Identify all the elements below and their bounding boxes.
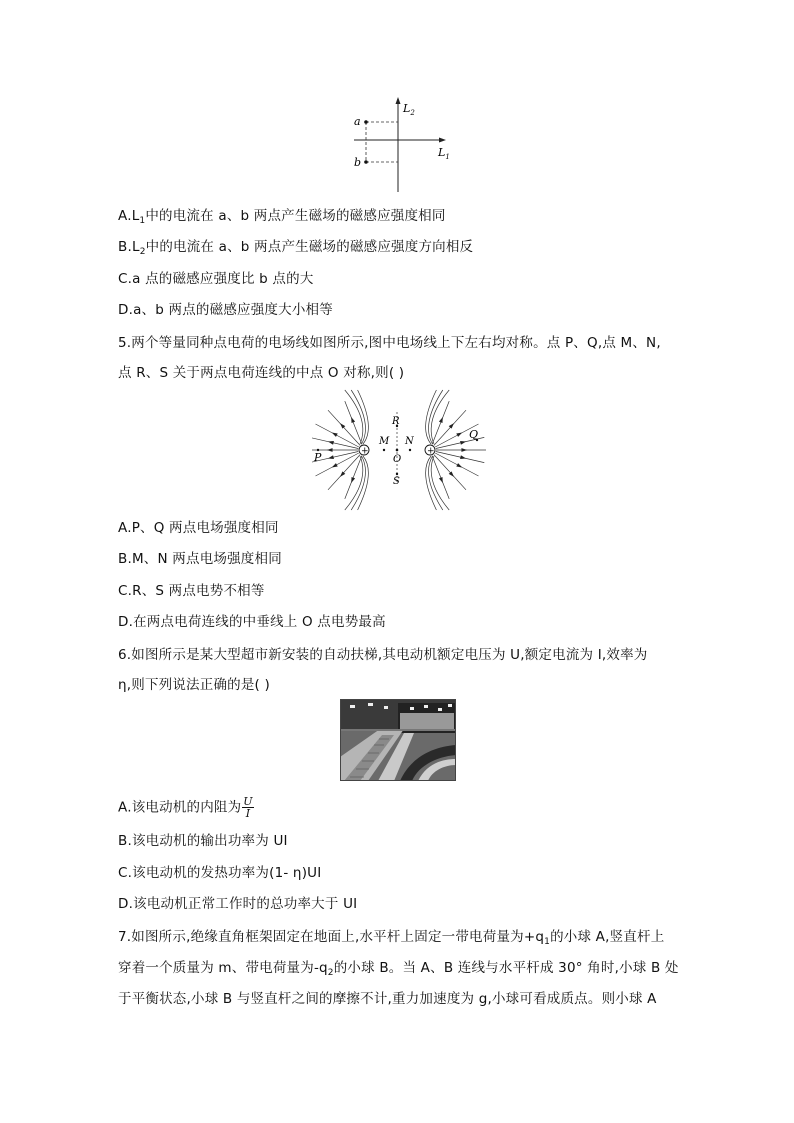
plus-left: + xyxy=(361,446,369,457)
q5-stem-line1: 5.两个等量同种点电荷的电场线如图所示,图中电场线上下左右均对称。点 P、Q,点 M、N, xyxy=(118,335,661,351)
q5-option-d: D.在两点电荷连线的中垂线上 O 点电势最高 xyxy=(118,614,386,630)
label-L2-sub: 2 xyxy=(410,109,415,117)
q4-option-d: D.a、b 两点的磁感应强度大小相等 xyxy=(118,302,333,318)
plus-right: + xyxy=(427,446,435,457)
label-O: O xyxy=(393,454,402,465)
q4-option-a: $A.L_1$中的电流在 a、b 两点产生磁场的磁感应强度相同 xyxy=(118,208,446,226)
label-Q: Q xyxy=(469,428,479,441)
q4-option-b: $B.L_2$中的电流在 a、b 两点产生磁场的磁感应强度方向相反 xyxy=(118,239,474,257)
label-b: b xyxy=(354,156,362,169)
label-L2: L xyxy=(403,102,411,115)
field-lines-figure xyxy=(312,388,494,512)
q5-option-a: A.P、Q 两点电场强度相同 xyxy=(118,520,279,536)
fraction-U-over-I: $\frac{U}{I}$ xyxy=(243,795,253,820)
svg-text:L2 xyxy=(402,102,415,117)
label-P: P xyxy=(314,451,322,464)
q5-stem-line2: 点 R、S 关于两点电荷连线的中点 O 对称,则( ) xyxy=(118,365,405,381)
point-b xyxy=(364,160,368,164)
q4-option-c: C.a 点的磁感应强度比 b 点的大 xyxy=(118,271,314,287)
q7-stem-line3: 于平衡状态,小球 B 与竖直杆之间的摩擦不计,重力加速度为 g,小球可看成质点。则小球 A xyxy=(118,991,657,1007)
q6-stem-line1: 6.如图所示是某大型超市新安装的自动扶梯,其电动机额定电压为 U,额定电流为 I,效率为 xyxy=(118,647,648,663)
point-a xyxy=(364,120,368,124)
q6-option-d: D.该电动机正常工作时的总功率大于 UI xyxy=(118,896,358,912)
wires-figure xyxy=(350,96,460,196)
q5-option-b: B.M、N 两点电场强度相同 xyxy=(118,551,282,567)
q6-option-a: A.该电动机的内阻为 $\frac{U}{I}$ xyxy=(118,795,253,820)
label-N: N xyxy=(405,436,414,447)
q5-option-c: C.R、S 两点电势不相等 xyxy=(118,583,265,599)
q6-option-c: C.该电动机的发热功率为(1- η)UI xyxy=(118,865,322,881)
q7-stem-line1: 7.如图所示,绝缘直角框架固定在地面上,水平杆上固定一带电荷量为$+q_1$的小球 A,竖直杆上 xyxy=(118,929,665,947)
label-L1: L xyxy=(438,146,446,159)
label-a: a xyxy=(354,115,361,128)
svg-text:L1 xyxy=(437,146,450,161)
q7-stem-line2: 穿着一个质量为 m、带电荷量为$-q_2$的小球 B。当 A、B 连线与水平杆成 30° 角时,小球 B 处 xyxy=(118,960,679,978)
label-M: M xyxy=(379,436,390,447)
label-L1-sub: 1 xyxy=(445,153,450,161)
label-R: R xyxy=(392,416,400,427)
q6-option-b: B.该电动机的输出功率为 UI xyxy=(118,833,288,849)
label-S: S xyxy=(393,476,400,487)
escalator-photo xyxy=(340,699,456,781)
q6-stem-line2: η,则下列说法正确的是( ) xyxy=(118,677,270,693)
